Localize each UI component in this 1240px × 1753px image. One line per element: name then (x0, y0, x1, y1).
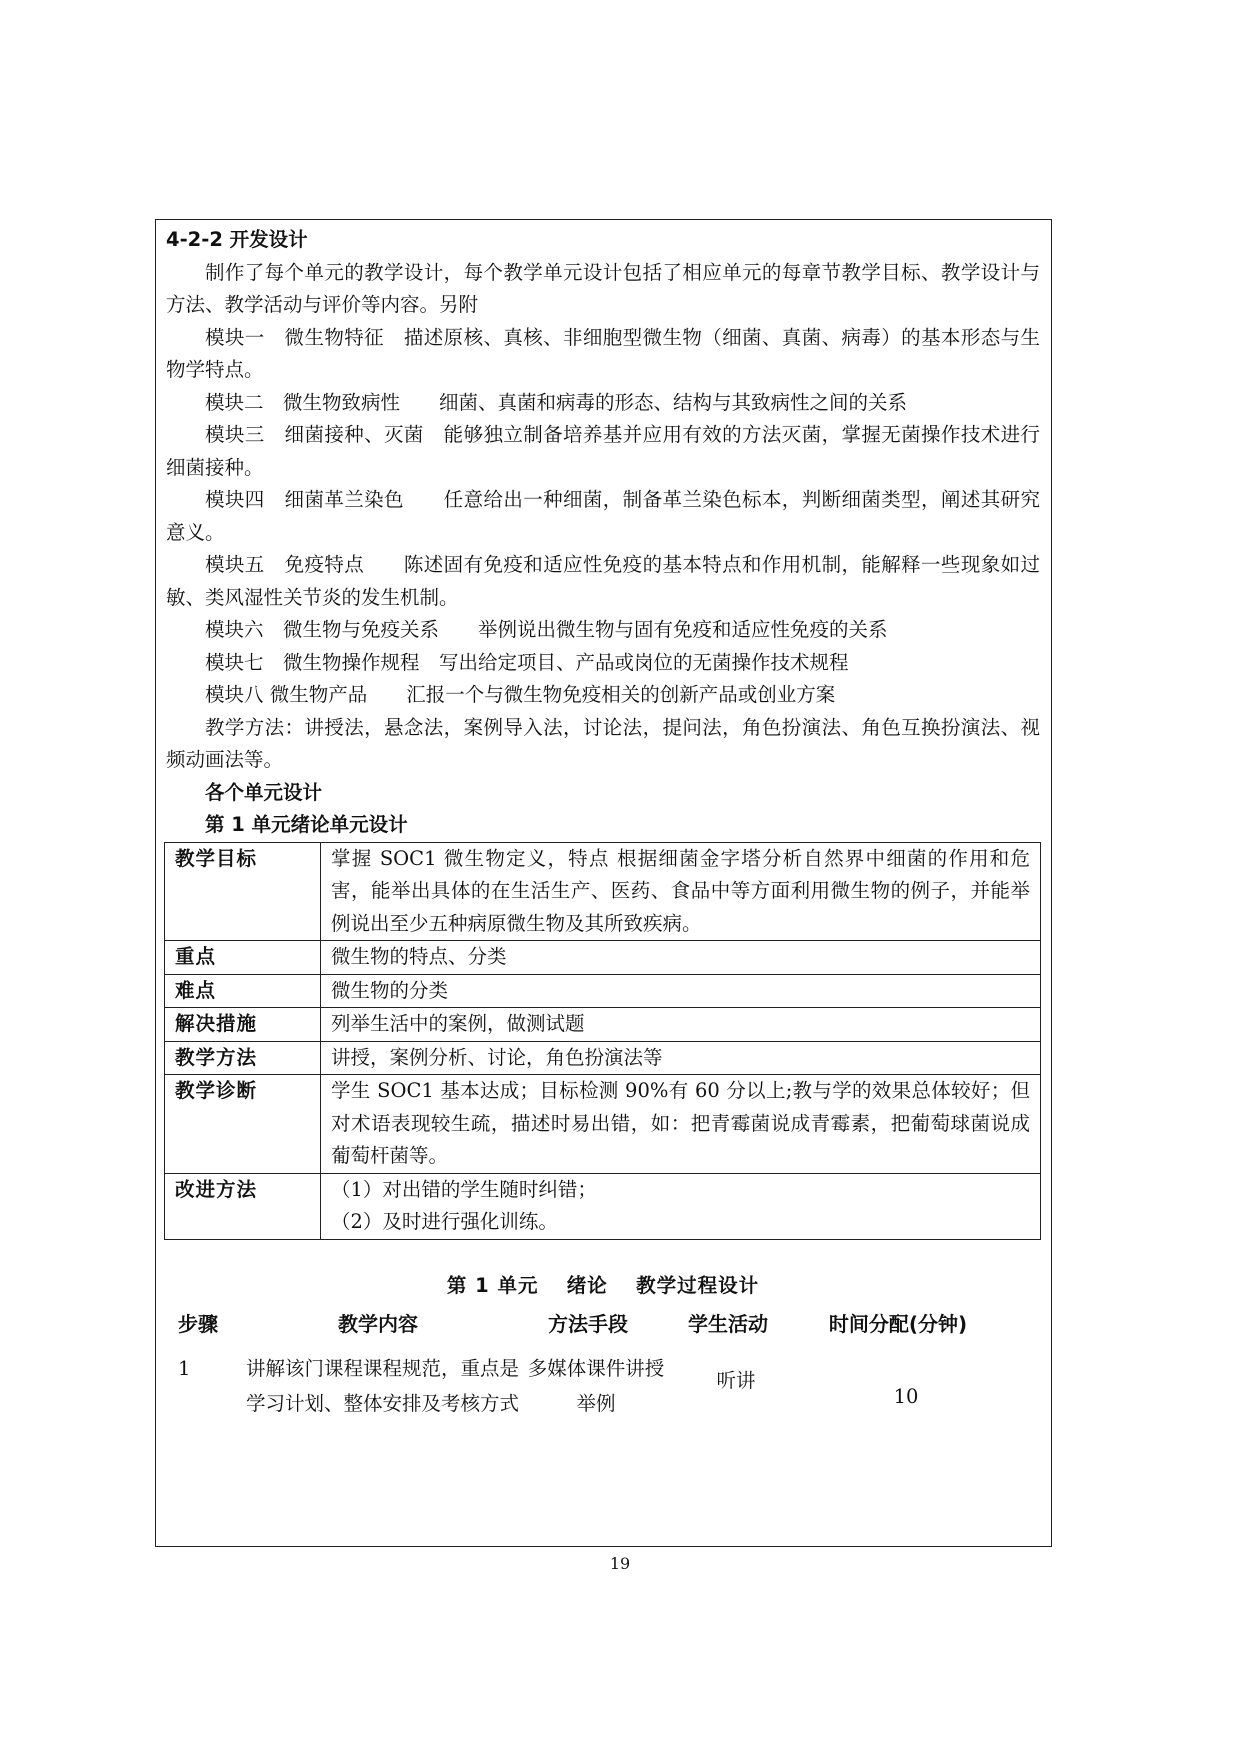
row-activity: 听讲 (716, 1368, 756, 1392)
improvement-line-1: （1）对出错的学生随时纠错； (331, 1177, 597, 1201)
module-1: 模块一 微生物特征 描述原核、真核、非细胞型微生物（细菌、真菌、病毒）的基本形态与生物学特点。 (166, 325, 1040, 381)
row-label: 教学目标 (165, 842, 321, 941)
unit1-subheading: 第 1 单元绪论单元设计 (205, 813, 408, 836)
process-row (166, 1351, 1040, 1421)
row-value: 列举生活中的案例，做测试题 (321, 1008, 1041, 1042)
table-row (165, 1041, 1041, 1075)
header-activity: 学生活动 (688, 1312, 768, 1336)
module-6: 模块六 微生物与免疫关系 举例说出微生物与固有免疫和适应性免疫的关系 (205, 618, 888, 641)
table-row (165, 842, 1041, 941)
unit1-design-table (164, 842, 1041, 1240)
row-value: 讲授，案例分析、讨论，角色扮演法等 (321, 1041, 1041, 1075)
module-4: 模块四 细菌革兰染色 任意给出一种细菌，制备革兰染色标本，判断细菌类型，阐述其研究意义。 (166, 488, 1040, 544)
row-time: 10 (893, 1384, 919, 1408)
module-5: 模块五 免疫特点 陈述固有免疫和适应性免疫的基本特点和作用机制，能解释一些现象如过敏、类风湿性关节炎的发生机制。 (166, 553, 1040, 609)
row-label: 解决措施 (165, 1008, 321, 1042)
process-header-row (166, 1308, 1040, 1341)
header-time: 时间分配(分钟) (828, 1312, 968, 1336)
row-content: 讲解该门课程课程规范，重点是学习计划、整体安排及考核方式 (246, 1356, 520, 1415)
module-2: 模块二 微生物致病性 细菌、真菌和病毒的形态、结构与其致病性之间的关系 (205, 390, 908, 414)
table-row (165, 1075, 1041, 1174)
header-method: 方法手段 (548, 1312, 628, 1336)
improvement-line-2: （2）及时进行强化训练。 (331, 1210, 558, 1233)
module-3: 模块三 细菌接种、灭菌 能够独立制备培养基并应用有效的方法灭菌，掌握无菌操作技术进行细菌接种。 (166, 423, 1040, 479)
section-heading: 4-2-2 开发设计 (166, 228, 308, 251)
teaching-methods: 教学方法：讲授法，悬念法，案例导入法，讨论法，提问法，角色扮演法、角色互换扮演法、视频动画法等。 (166, 715, 1040, 771)
row-value: 微生物的分类 (321, 974, 1041, 1008)
row-method: 多媒体课件讲授举例 (527, 1356, 665, 1415)
row-value: 学生 SOC1 基本达成；目标检测 90%有 60 分以上;教与学的效果总体较好；但对术语表现较生疏，描述时易出错，如：把青霉菌说成青霉素，把葡萄球菌说成葡萄杆菌等。 (321, 1075, 1041, 1174)
table-row (165, 974, 1041, 1008)
table-row (165, 1008, 1041, 1042)
row-value (321, 1173, 1041, 1239)
process-title: 第 1 单元 绪论 教学过程设计 (446, 1273, 760, 1297)
row-value: 微生物的特点、分类 (321, 941, 1041, 975)
row-label: 改进方法 (165, 1173, 321, 1239)
header-content: 教学内容 (338, 1312, 418, 1336)
intro-paragraph: 制作了每个单元的教学设计，每个教学单元设计包括了相应单元的每章节教学目标、教学设计与方法、教学活动与评价等内容。另附 (166, 260, 1040, 316)
header-step: 步骤 (178, 1312, 218, 1336)
document-frame (155, 219, 1052, 1547)
row-label: 重点 (165, 941, 321, 975)
page-number: 19 (609, 1554, 631, 1573)
units-subheading: 各个单元设计 (205, 780, 323, 804)
table-row (165, 941, 1041, 975)
table-row (165, 1173, 1041, 1239)
row-value: 掌握 SOC1 微生物定义，特点 根据细菌金字塔分析自然界中细菌的作用和危害，能举出具体的在生活生产、医药、食品中等方面利用微生物的例子，并能举例说出至少五种病原微生物及其所致疾病。 (321, 842, 1041, 941)
row-step: 1 (178, 1356, 191, 1380)
module-8: 模块八 微生物产品 汇报一个与微生物免疫相关的创新产品或创业方案 (205, 683, 836, 706)
document-content (166, 224, 1040, 1421)
row-label: 教学诊断 (165, 1075, 321, 1174)
row-label: 难点 (165, 974, 321, 1008)
row-label: 教学方法 (165, 1041, 321, 1075)
module-7: 模块七 微生物操作规程 写出给定项目、产品或岗位的无菌操作技术规程 (205, 650, 849, 674)
